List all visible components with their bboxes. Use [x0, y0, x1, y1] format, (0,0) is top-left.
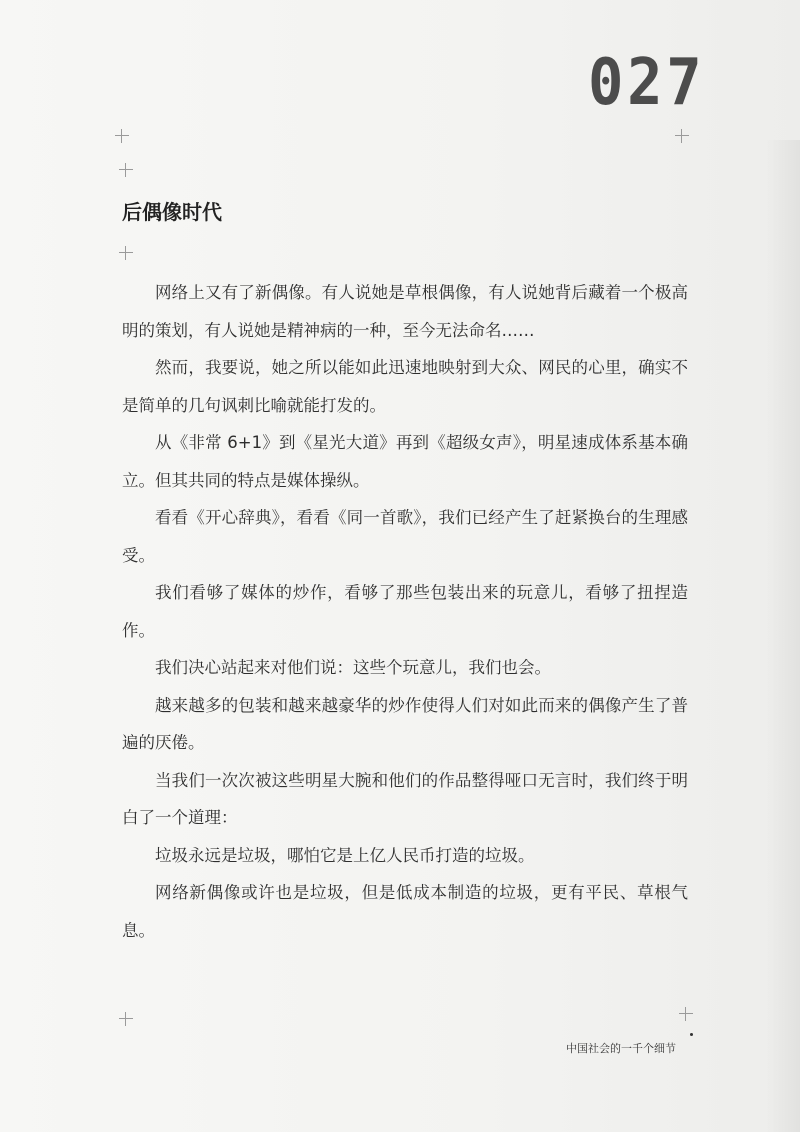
crop-mark-mid-left — [119, 246, 133, 260]
paragraph: 网络上又有了新偶像。有人说她是草根偶像，有人说她背后藏着一个极高明的策划，有人说她是精神病的一种，至今无法命名…… — [122, 283, 688, 340]
crop-mark-top-right — [675, 129, 689, 143]
paragraph: 当我们一次次被这些明星大腕和他们的作品整得哑口无言时，我们终于明白了一个道理： — [122, 770, 688, 827]
crop-mark-upper-left — [119, 163, 133, 177]
article-title: 后偶像时代 — [122, 200, 222, 224]
paragraph: 然而，我要说，她之所以能如此迅速地映射到大众、网民的心里，确实不是简单的几句讽刺比喻就能打发的。 — [122, 358, 688, 415]
paragraph: 垃圾永远是垃圾，哪怕它是上亿人民币打造的垃圾。 — [155, 845, 535, 865]
article-body — [122, 274, 688, 949]
paragraph: 从《非常 6+1》到《星光大道》再到《超级女声》，明星速成体系基本确立。但其共同的特点是媒体操纵。 — [122, 433, 688, 490]
paragraph: 我们决心站起来对他们说：这些个玩意儿，我们也会。 — [155, 658, 551, 677]
paragraph: 看看《开心辞典》，看看《同一首歌》，我们已经产生了赶紧换台的生理感受。 — [122, 508, 688, 565]
footer-dot-mark — [690, 1033, 693, 1036]
paragraph: 网络新偶像或许也是垃圾，但是低成本制造的垃圾，更有平民、草根气息。 — [122, 883, 688, 940]
paragraph: 越来越多的包装和越来越豪华的炒作使得人们对如此而来的偶像产生了普遍的厌倦。 — [122, 695, 688, 752]
crop-mark-top-left — [115, 129, 129, 143]
page-number: 027 — [588, 46, 706, 120]
crop-mark-bottom-left — [119, 1012, 133, 1026]
running-footer: 中国社会的一千个细节 — [566, 1042, 676, 1055]
crop-mark-bottom-right — [679, 1007, 693, 1021]
paragraph: 我们看够了媒体的炒作，看够了那些包装出来的玩意儿，看够了扭捏造作。 — [122, 583, 688, 640]
page-edge-shadow — [766, 140, 800, 1132]
